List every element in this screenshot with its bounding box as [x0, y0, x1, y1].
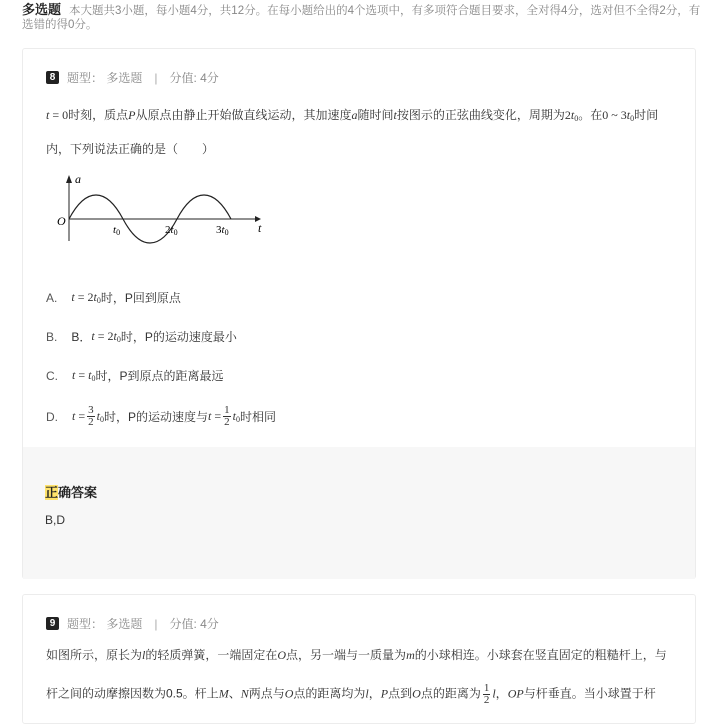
option-a[interactable]: A. $t = 2t_0$ 时，P回到原点: [46, 290, 181, 305]
question-card: [22, 48, 696, 579]
section-description: 本大题共3小题，每小题4分，共12分。在每小题给出的4个选项中，有多项符合题目要求，全对得4分，选对但不全得2分，有选错的得0分。: [22, 5, 701, 31]
question-number: 8: [46, 71, 59, 84]
question-card: [22, 594, 696, 724]
option-d[interactable]: D. t = $\frac{3}{2}$ $t_0$ 时，P的运动速度与 t = $\frac{1}{2}$ $t_0$ 时相同: [46, 404, 276, 428]
y-axis-label: a: [75, 172, 81, 186]
answer-value: B,D: [45, 513, 66, 527]
option-c[interactable]: C. $t = t_0$ 时，P到原点的距离最远: [46, 368, 224, 383]
option-b[interactable]: B. B． $t = 2t_0$ 时，P的运动速度最小: [46, 329, 237, 344]
y-axis-arrow: [66, 175, 72, 183]
question-stem-line2: 杆之间的动摩擦因数为0.5。杆上M、N两点与O点的距离均为l，P点到O点的距离为 $\frac{1}{2}$ l，OP与杆垂直。当小球置于杆: [46, 682, 656, 706]
question-stem-line2: 内，下列说法正确的是（ ）: [46, 142, 215, 156]
tick-label-3t0: 3t0: [216, 224, 229, 237]
question-meta: [46, 615, 219, 632]
answer-box: [23, 447, 695, 579]
math-expr: t = 0: [46, 108, 69, 122]
meta-separator: |: [154, 70, 158, 85]
x-axis-label: t: [258, 221, 262, 235]
meta-separator: |: [154, 616, 158, 631]
section-header: [22, 3, 702, 32]
question-score: 分值: 4分: [169, 617, 219, 631]
tick-label-2t0: 2t0: [165, 224, 178, 237]
question-type: 题型： 多选题: [67, 617, 143, 631]
question-meta: [46, 69, 219, 86]
acceleration-graph: [53, 171, 263, 246]
question-type: 题型： 多选题: [67, 71, 143, 85]
section-title: 多选题: [22, 2, 62, 17]
question-stem: 如图所示，原长为l的轻质弹簧，一端固定在O点，另一端与一质量为m的小球相连。小球套在竖直固定的粗糙杆上，与: [46, 648, 667, 662]
tick-label-t0: t0: [113, 224, 121, 237]
origin-label: O: [57, 214, 66, 228]
answer-title: 正确答案: [45, 485, 98, 500]
question-number: 9: [46, 617, 59, 630]
question-score: 分值: 4分: [169, 71, 219, 85]
question-stem: t = 0时刻，质点P从原点由静止开始做直线运动，其加速度a随时间t按图示的正弦曲线变化，周期为$2t_0$。在0 ~ $3t_0$时间: [46, 108, 659, 123]
